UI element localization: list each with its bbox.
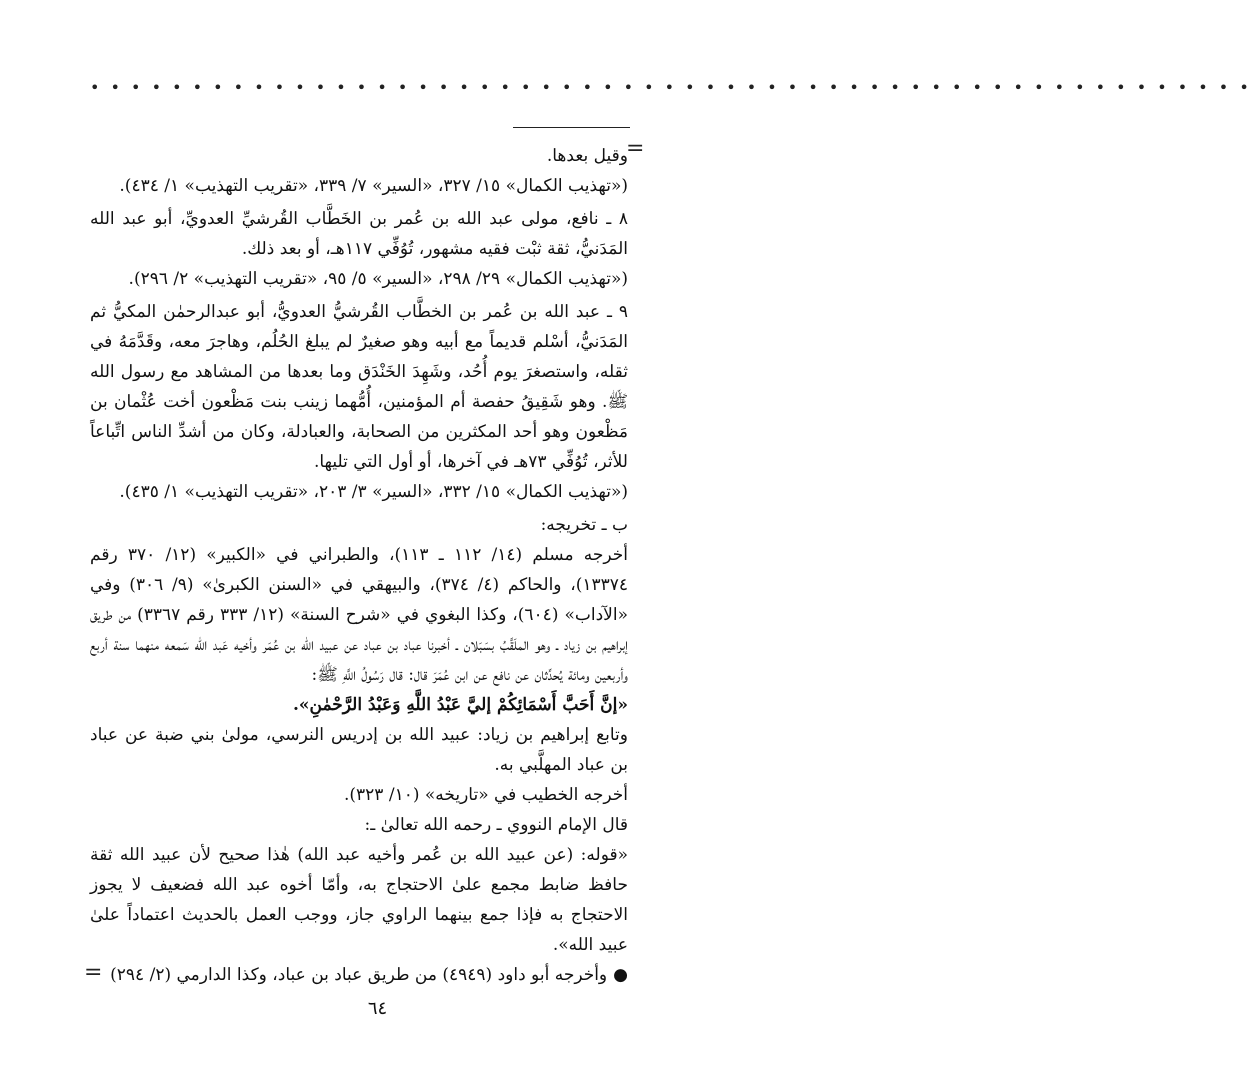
header-dotted-rule: • • • • • • • • • • • • • • • • • • • • • • • • • • • • • • • • • • • • • • • • • • • • • • • • • • • • • • • • •: [90, 78, 1252, 97]
bullet-icon: ●: [613, 965, 628, 985]
footnote-separator: [513, 127, 630, 128]
section-heading-takhrij: ب ـ تخريجه:: [540, 515, 628, 535]
paragraph-continuation: وقيل بعدها.: [546, 146, 628, 166]
page-number: ٦٤: [367, 998, 388, 1019]
reference-line: («تهذيب الكمال» ١٥/ ٣٢٧، «السير» ٧/ ٣٣٩، «تقريب التهذيب» ١/ ٤٣٤).: [119, 176, 628, 196]
reference-line: («تهذيب الكمال» ١٥/ ٣٣٢، «السير» ٣/ ٢٠٣، «تقريب التهذيب» ١/ ٤٣٥).: [119, 482, 628, 502]
abu-dawud-text: وأخرجه أبو داود (٤٩٤٩) من طريق عباد بن عباد، وكذا الدارمي (٢/ ٢٩٤): [110, 965, 608, 985]
khatib-reference: أخرجه الخطيب في «تاريخه» (١٠/ ٣٢٣).: [343, 785, 628, 805]
narrator-entry-nafi: ٨ ـ نافع، مولى عبد الله بن عُمر بن الخَطَّاب القُرشيِّ العدويِّ، أبو عبد الله المَدَنيُّ، ثقة ثبْت فقيه مشهور، تُوُفِّي ١١٧هـ، أو بعد ذلك.: [90, 209, 628, 259]
hadith-text: «إنَّ أَحَبَّ أَسْمَائِكُمْ إليَّ عَبْدُ اللَّهِ وَعَبْدُ الرَّحْمٰنِ».: [292, 695, 628, 715]
abu-dawud-paragraph: [90, 960, 628, 990]
continuation-mark-top: =: [626, 136, 645, 161]
continuation-mark-bottom: =: [84, 960, 103, 985]
reference-line: («تهذيب الكمال» ٢٩/ ٢٩٨، «السير» ٥/ ٩٥، «تقريب التهذيب» ٢/ ٢٩٦).: [128, 269, 628, 289]
narrator-entry-ibn-umar: ٩ ـ عبد الله بن عُمر بن الخطَّاب القُرشيُّ العدويُّ، أبو عبدالرحمٰن المكيُّ ثم المَدَنيُّ، أسْلم قديماً مع أبيه وهو صغيرٌ لم يبلغ الحُلُم، وهاجرَ معه، وقَدَّمَهُ في ثقله، واستصغرَ يوم أُحُد، وشَهِدَ الخَنْدَق وما بعدها من المشاهد مع رسول الله ﷺ. وهو شَقِيقُ حفصة أم المؤمنين، أُمُّهما زينب بنت مَظْعون أخت عُثْمان بن مَظْعون وهو أحد المكثرين من الصحابة، والعبادلة، وكان من أشدِّ الناس اتِّباعاً للأثر، تُوُفِّي ٧٣هـ في آخرها، أو أول التي تليها.: [90, 302, 628, 472]
follow-up-paragraph: وتابع إبراهيم بن زياد: عبيد الله بن إدريس النرسي، مولىٰ بني ضبة عن عباد بن عباد المهلَّبي به.: [90, 725, 628, 775]
nawawi-quote: «قوله: (عن عبيد الله بن عُمر وأخيه عبد الله) هٰذا صحيح لأن عبيد الله ثقة حافظ ضابط مجمع علىٰ الاحتجاج به، وأمّا أخوه عبد الله فضعيف لا يجوز الاحتجاج به فإذا جمع بينهما الراوي جاز، ووجب العمل بالحديث اعتماداً علىٰ عبيد الله».: [90, 845, 628, 955]
page-body: [90, 141, 628, 990]
takhrij-paragraph: أخرجه مسلم (١٤/ ١١٢ ـ ١١٣)، والطبراني في «الكبير» (١٢/ ٣٧٠ رقم ١٣٣٧٤)، والحاكم (٤/ ٣٧٤)، والبيهقي في «السنن الكبرىٰ» (٩/ ٣٠٦) وفي «الآداب» (٦٠٤)، وكذا البغوي في «شرح السنة» (١٢/ ٣٣٣ رقم ٣٣٦٧) من طريق إبراهيم بن زياد ـ وهو الملَقَّبُ بسَبَلان ـ أخبرنا عباد بن عباد عن عبيد الله بن عُمَر وأخيه عَبد الله سَمعه منهما سنة أربع وأربعين ومائة يُحدِّثان عن نافع عن ابن عُمَرَ قال: قال رَسُولُ اللَّهِ ﷺ:: [90, 545, 629, 685]
nawawi-intro: قال الإمام النووي ـ رحمه الله تعالىٰ ـ:: [364, 815, 628, 835]
